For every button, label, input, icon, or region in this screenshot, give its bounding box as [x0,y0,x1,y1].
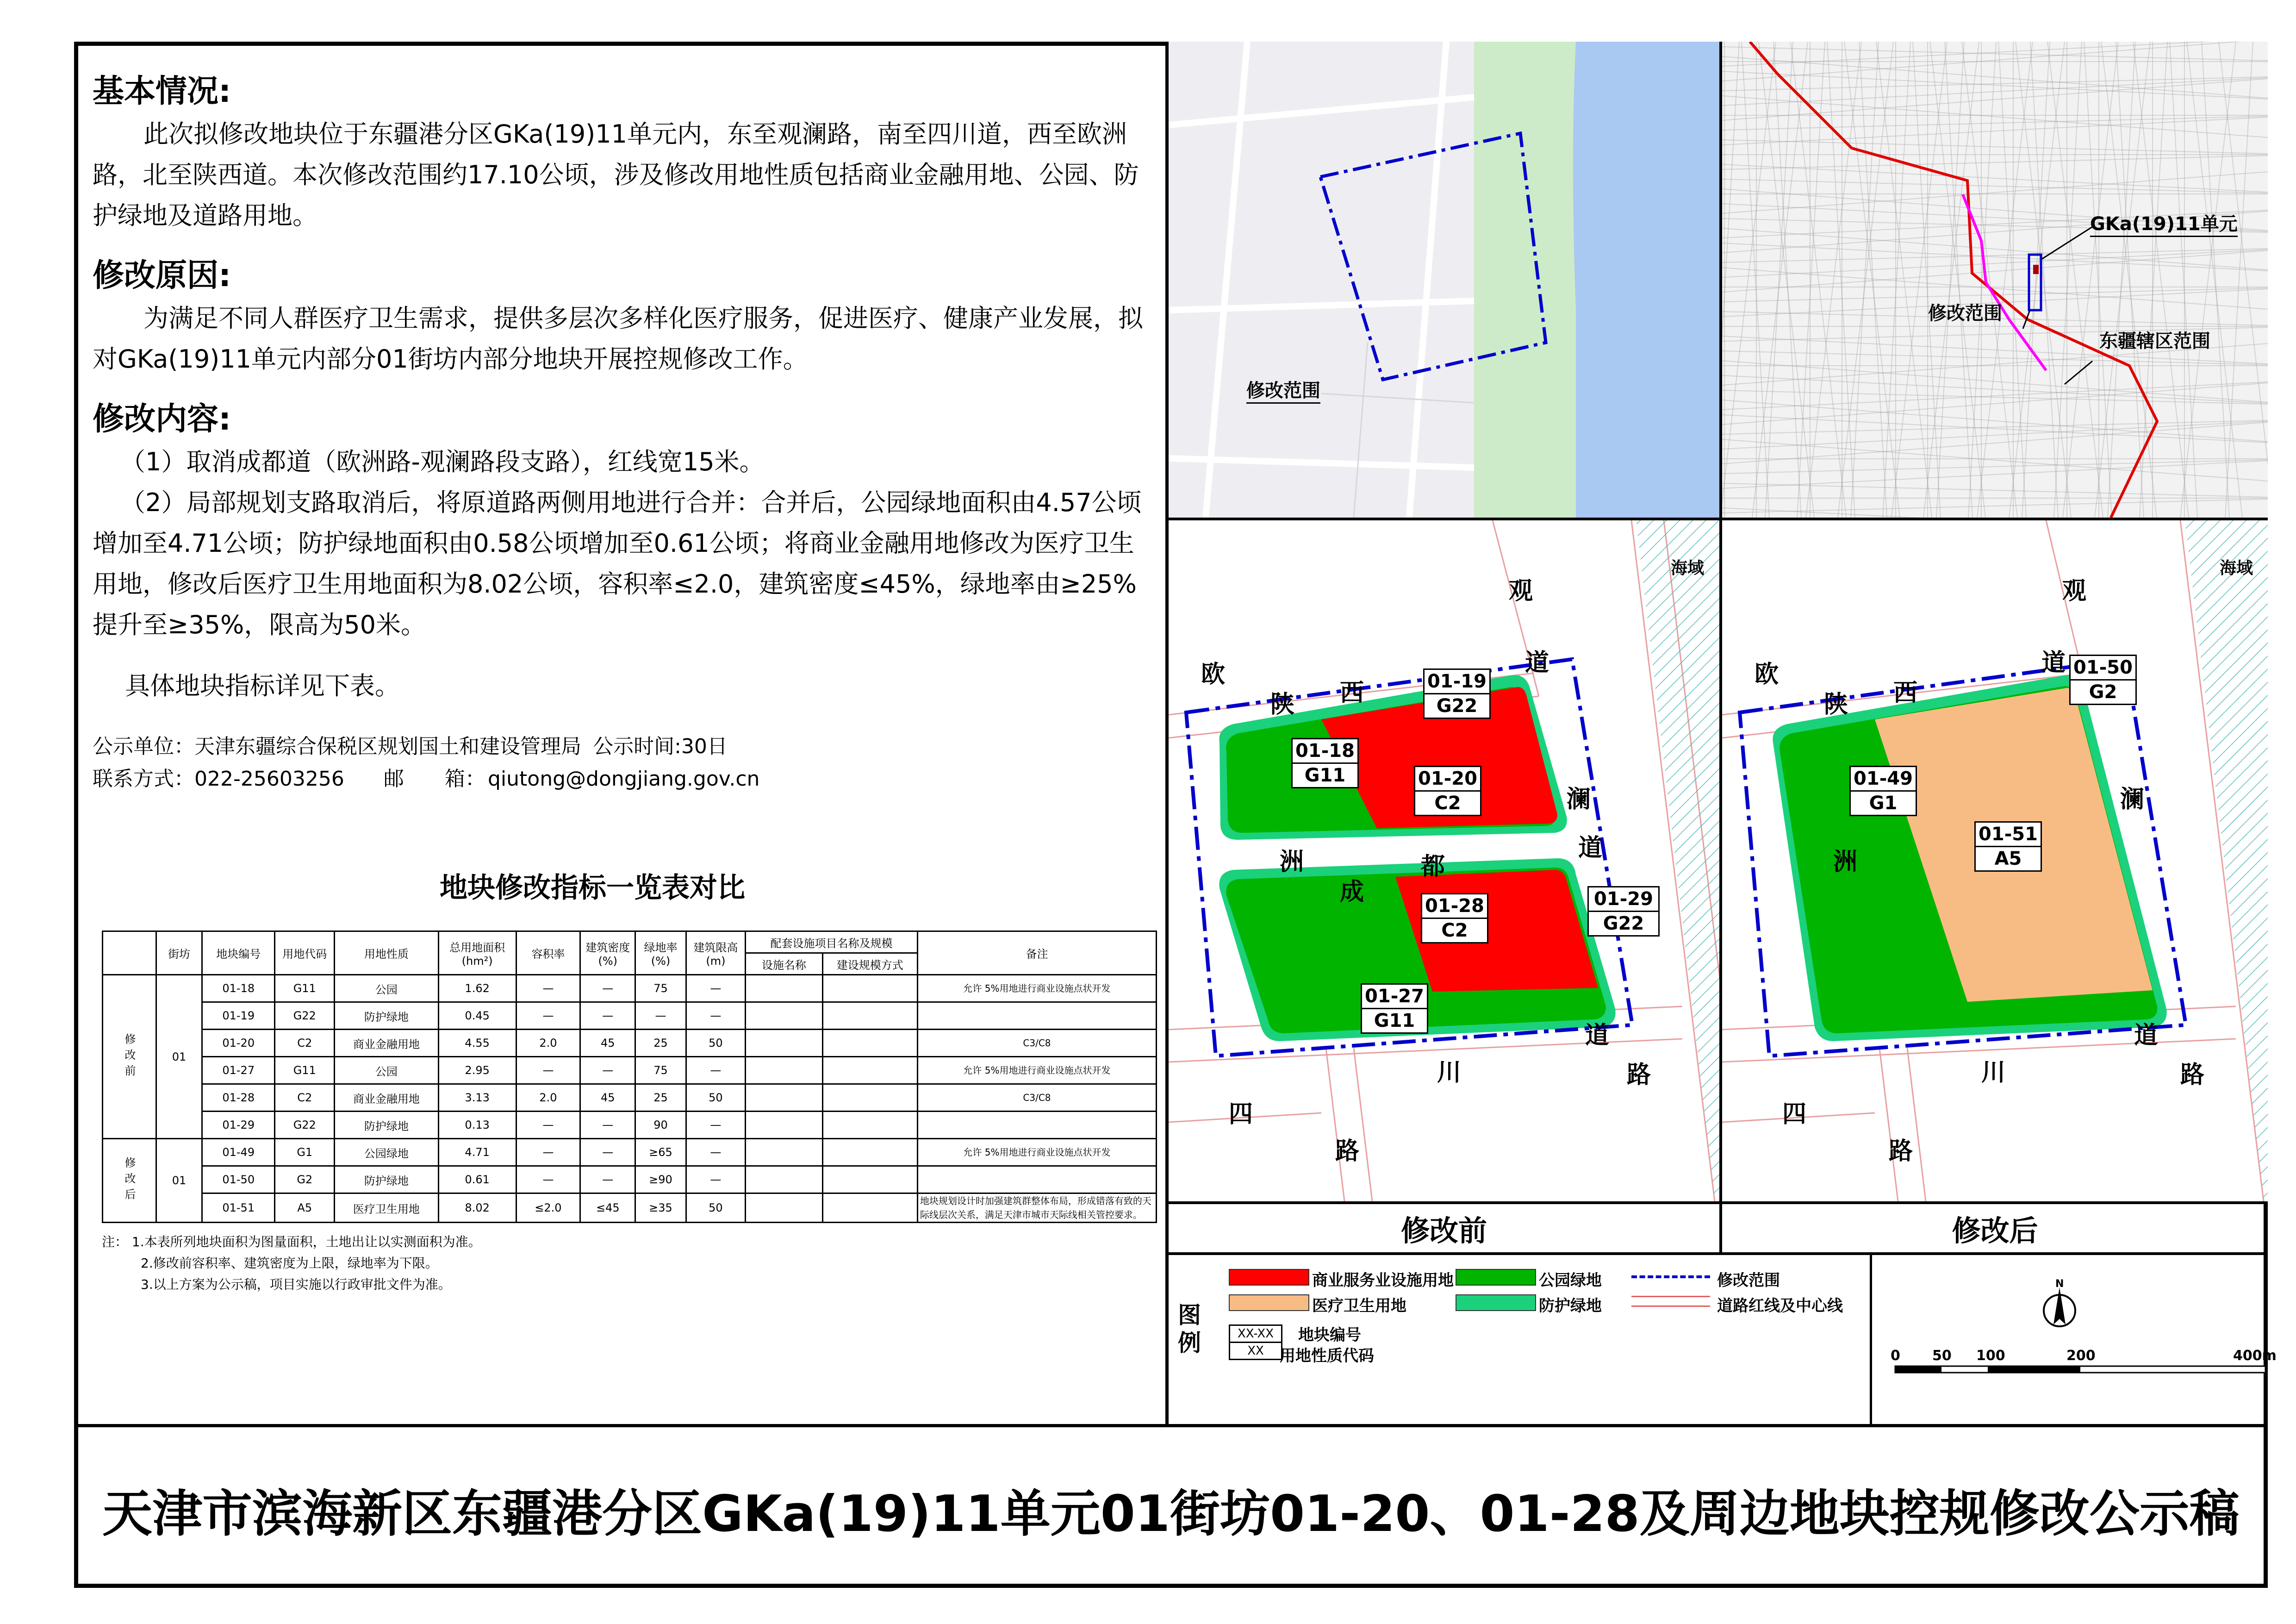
table-row [103,1084,1157,1112]
plot-id: 01-28 [1422,894,1487,919]
legend-protect: 防护绿地 [1539,1297,1602,1315]
plot-code: A5 [1994,848,2022,869]
north-arrow-and-scale [1872,1255,2268,1424]
table-cell: 商业金融用地 [335,1084,439,1112]
legend-sample-id: XX-XX [1230,1326,1281,1343]
table-cell [746,1084,823,1112]
legend-swatch-commercial [1229,1269,1309,1286]
table-cell [746,975,823,1002]
table-cell: — [580,1112,635,1139]
phase-cell: 修改后 [103,1139,156,1223]
plot-box-01-18 [1291,738,1359,788]
th-height: 建筑限高(m) [686,931,745,975]
reason-heading: 修改原因: [93,257,231,294]
road-ou: 欧 [1201,661,1226,688]
table-row [103,975,1157,1002]
th-facility-mode: 建设规模方式 [822,953,917,975]
plot-box-01-29 [1587,886,1660,937]
legend-swatch-scope [1631,1275,1710,1278]
table-cell: 允许 5%用地进行商业设施点状开发 [917,975,1156,1002]
plot-code: G22 [1603,913,1644,934]
road-dao-east: 道 [1578,834,1603,862]
table-cell: ≥90 [635,1166,686,1193]
table-cell: 允许 5%用地进行商业设施点状开发 [917,1139,1156,1166]
indicator-table-wrapper [102,931,1157,1295]
table-cell: 1.62 [438,975,516,1002]
divider-left-right [1165,42,1169,1427]
publisher-unit: 公示单位：天津东疆综合保税区规划国土和建设管理局 [93,735,581,758]
th-phase [103,931,156,975]
table-cell [822,1002,917,1030]
road-guan: 观 [1509,577,1533,605]
table-cell: G22 [275,1002,335,1030]
table-cell [822,1084,917,1112]
legend-swatch-protect [1456,1294,1536,1311]
legend-park: 公园绿地 [1539,1271,1602,1290]
scale-100: 100 [1976,1348,2005,1364]
plot-id: 01-49 [1851,767,1916,792]
table-cell: 医疗卫生用地 [335,1193,439,1223]
table-cell: — [516,1139,580,1166]
table-cell: 50 [686,1084,745,1112]
block-cell: 01 [156,1139,202,1223]
table-cell: — [580,1057,635,1084]
table-cell: 公园 [335,975,439,1002]
north-label: N [2055,1278,2064,1290]
overview-map-svg [1722,42,2268,518]
plot-box-01-28 [1421,893,1488,943]
table-cell: 01-49 [202,1139,275,1166]
table-cell: 防护绿地 [335,1002,439,1030]
location-map [1169,42,1719,518]
publisher-email-label: 邮 箱： [383,767,485,791]
legend-title: 图例 [1178,1302,1201,1356]
table-row [103,1030,1157,1057]
table-cell: — [686,1139,745,1166]
table-row [103,1057,1157,1084]
basic-text: 此次拟修改地块位于东疆港分区GKa(19)11单元内，东至观澜路，南至四川道，西至欧洲路，北至陕西道。本次修改范围约17.10公顷，涉及修改用地性质包括商业金融用地、公园、防护绿地及道路用地。 [93,119,1139,230]
table-row [103,1002,1157,1030]
road-zhou-after: 洲 [1833,848,1858,876]
table-cell: 地块规划设计时加强建筑群整体布局，形成错落有致的天际线层次关系，满足天津市城市天际线相关管控要求。 [917,1193,1156,1223]
table-cell: — [580,1139,635,1166]
table-cell: 8.02 [438,1193,516,1223]
legend-medical: 医疗卫生用地 [1312,1297,1406,1315]
plot-id: 01-18 [1293,739,1357,764]
table-cell [917,1112,1156,1139]
table-row [103,1112,1157,1139]
table-cell: 25 [635,1030,686,1057]
th-far: 容积率 [516,931,580,975]
table-cell: C2 [275,1030,335,1057]
scale-400: 400m [2233,1348,2277,1364]
table-cell: 2.95 [438,1057,516,1084]
before-map [1169,520,1719,1201]
road-guan-after: 观 [2062,577,2087,605]
table-cell: 50 [686,1030,745,1057]
table-cell: G22 [275,1112,335,1139]
table-cell: 01-18 [202,975,275,1002]
table-cell: 防护绿地 [335,1166,439,1193]
table-cell: 75 [635,1057,686,1084]
table-cell: G1 [275,1139,335,1166]
legend [1169,1255,1870,1424]
table-cell [746,1057,823,1084]
road-lu-east: 路 [1627,1061,1651,1089]
plot-code: G2 [2089,681,2117,703]
table-cell: ≤2.0 [516,1193,580,1223]
after-caption: 修改后 [1952,1213,2038,1248]
plot-id: 01-19 [1425,670,1489,694]
road-xi: 西 [1340,679,1364,707]
plot-box-01-49 [1849,766,1917,816]
table-notes [102,1231,1157,1295]
note-1: 注： 1.本表所列地块面积为图量面积，土地出让以实测面积为准。 [102,1234,481,1249]
table-cell: G11 [275,1057,335,1084]
plot-box-01-51 [1974,821,2042,872]
table-cell: 2.0 [516,1084,580,1112]
block-cell: 01 [156,975,202,1139]
table-cell: — [516,975,580,1002]
th-green: 绿地率(%) [635,931,686,975]
publisher-period: 公示时间:30日 [593,735,728,758]
road-shan-after: 陕 [1824,691,1848,718]
table-cell: ≥65 [635,1139,686,1166]
road-shan: 陕 [1270,691,1295,718]
plot-code: G11 [1304,765,1346,786]
divider-title [74,1424,2268,1427]
table-cell: A5 [275,1193,335,1223]
table-cell: — [686,975,745,1002]
table-cell: — [580,1166,635,1193]
table-cell [746,1193,823,1223]
table-cell: 45 [580,1030,635,1057]
table-cell: 90 [635,1112,686,1139]
scale-200: 200 [2066,1348,2096,1364]
road-zhou: 洲 [1280,848,1304,876]
road-lu-east-after: 路 [2180,1061,2205,1089]
table-cell [822,1139,917,1166]
table-row [103,1193,1157,1223]
road-lan-after: 澜 [2120,786,2145,813]
road-dao-south-after: 道 [2134,1022,2159,1049]
content-see-table: 具体地块指标详见下表。 [125,671,400,700]
th-remark: 备注 [917,931,1156,975]
plot-box-01-20 [1414,766,1481,816]
legend-plot-code: 用地性质代码 [1280,1347,1374,1365]
table-cell: — [580,975,635,1002]
table-cell: 防护绿地 [335,1112,439,1139]
table-cell: 商业金融用地 [335,1030,439,1057]
table-cell [822,1193,917,1223]
table-cell: — [686,1166,745,1193]
plot-id: 01-20 [1415,767,1480,792]
indicator-table-body [103,975,1157,1223]
table-cell: 4.55 [438,1030,516,1057]
table-cell: ≥35 [635,1193,686,1223]
plot-code: G1 [1869,793,1898,814]
table-cell: — [686,1112,745,1139]
table-cell [917,1002,1156,1030]
plot-box-01-50 [2069,655,2137,705]
table-title: 地块修改指标一览表对比 [440,872,745,904]
legend-plot-id: 地块编号 [1298,1326,1361,1344]
table-cell [746,1002,823,1030]
road-si-after: 四 [1782,1100,1807,1128]
road-dao-north: 道 [1525,649,1549,677]
overview-district-label: 东疆辖区范围 [2099,331,2210,352]
th-plot-id: 地块编号 [202,931,275,975]
plot-id: 01-50 [2071,656,2135,681]
table-cell: 0.61 [438,1166,516,1193]
th-density: 建筑密度(%) [580,931,635,975]
legend-scope: 修改范围 [1717,1271,1780,1290]
scale-area [1872,1255,2277,1424]
th-land-use: 用地性质 [335,931,439,975]
table-cell: 01-29 [202,1112,275,1139]
table-cell [746,1030,823,1057]
plot-id: 01-29 [1589,887,1658,912]
scale-0: 0 [1891,1348,1900,1364]
legend-road: 道路红线及中心线 [1717,1297,1843,1315]
table-cell: 3.13 [438,1084,516,1112]
before-caption: 修改前 [1400,1213,1487,1248]
th-facility-name: 设施名称 [746,953,823,975]
after-map [1722,520,2268,1201]
table-cell: G2 [275,1166,335,1193]
description-panel [93,69,1157,795]
road-dao-south: 道 [1585,1022,1610,1049]
table-cell [822,1057,917,1084]
th-block: 街坊 [156,931,202,975]
table-cell: — [516,1166,580,1193]
plot-box-01-19 [1423,668,1491,719]
road-xi-after: 西 [1893,679,1918,707]
note-3: 3.以上方案为公示稿，项目实施以行政审批文件为准。 [141,1277,451,1292]
table-cell: 01-50 [202,1166,275,1193]
table-cell: C3/C8 [917,1030,1156,1057]
table-cell: — [580,1002,635,1030]
table-cell: 0.45 [438,1002,516,1030]
publisher-phone: 联系方式：022-25603256 [93,767,344,791]
location-map-svg [1169,42,1719,518]
road-du: 都 [1421,853,1445,881]
road-cheng: 成 [1340,878,1364,906]
table-cell: C3/C8 [917,1084,1156,1112]
table-cell [746,1112,823,1139]
table-cell: 公园 [335,1057,439,1084]
table-cell: 01-27 [202,1057,275,1084]
publisher-email[interactable]: qiutong@dongjiang.gov.cn [488,767,760,791]
road-chuan-after: 川 [1981,1059,2006,1087]
note-2: 2.修改前容积率、建筑密度为上限，绿地率为下限。 [141,1255,438,1271]
plot-id: 01-51 [1976,823,2041,847]
table-cell [746,1166,823,1193]
th-facility: 配套设施项目名称及规模 [746,931,918,953]
plot-id: 01-27 [1362,985,1427,1009]
legend-swatch-medical [1229,1294,1309,1311]
basic-heading: 基本情况: [93,73,231,110]
page-title: 天津市滨海新区东疆港分区GKa(19)11单元01街坊01-20、01-28及周边地块控规修改公示稿 [102,1485,2240,1543]
table-cell: 0.13 [438,1112,516,1139]
table-cell: 45 [580,1084,635,1112]
table-cell: 25 [635,1084,686,1112]
table-cell: 01-19 [202,1002,275,1030]
overview-map [1722,42,2268,518]
table-cell: — [635,1002,686,1030]
plot-code: C2 [1434,793,1461,814]
plot-code: G22 [1436,695,1478,717]
table-cell: ≤45 [580,1193,635,1223]
table-cell: — [516,1002,580,1030]
reason-text: 为满足不同人群医疗卫生需求，提供多层次多样化医疗服务，促进医疗、健康产业发展，拟对GKa(19)11单元内部分01街坊内部分地块开展控规修改工作。 [93,304,1143,374]
content-item1: （1）取消成都道（欧洲路-观澜路段支路），红线宽15米。 [120,447,765,476]
scale-50: 50 [1932,1348,1952,1364]
table-cell: 01-20 [202,1030,275,1057]
table-cell [822,1166,917,1193]
th-land-code: 用地代码 [275,931,335,975]
content-heading: 修改内容: [93,401,231,437]
table-cell: — [686,1002,745,1030]
road-lu-south: 路 [1335,1137,1360,1165]
plot-box-01-27 [1361,983,1428,1034]
road-chuan: 川 [1437,1059,1462,1087]
table-cell [822,975,917,1002]
table-row [103,1166,1157,1193]
sea-label-before: 海域 [1671,559,1705,578]
legend-plot-sample [1229,1324,1282,1360]
plot-code: G11 [1374,1010,1415,1031]
table-cell [917,1166,1156,1193]
table-cell: — [516,1112,580,1139]
table-cell [822,1112,917,1139]
sea-label-after: 海域 [2220,559,2253,578]
location-scope-label: 修改范围 [1246,376,1320,404]
legend-swatch-park [1456,1269,1536,1286]
th-area: 总用地面积(hm²) [438,931,516,975]
plot-code: C2 [1441,920,1468,941]
phase-cell: 修改前 [103,975,156,1139]
indicator-table [102,931,1157,1223]
road-ou-after: 欧 [1755,661,1779,688]
road-si: 四 [1229,1100,1253,1128]
table-cell: C2 [275,1084,335,1112]
table-cell: G11 [275,975,335,1002]
legend-swatch-road [1631,1296,1710,1307]
legend-commercial: 商业服务业设施用地 [1312,1271,1454,1290]
road-dao-north-after: 道 [2041,649,2066,677]
table-cell: 75 [635,975,686,1002]
green-strip [1474,42,1576,518]
table-cell [746,1139,823,1166]
road-lan: 澜 [1567,786,1591,813]
table-cell: — [686,1057,745,1084]
overview-scope-label: 修改范围 [1928,303,2002,324]
road-lu-south-after: 路 [1889,1137,1913,1165]
table-cell: — [516,1057,580,1084]
table-cell: 4.71 [438,1139,516,1166]
table-cell: 50 [686,1193,745,1223]
table-cell: 01-51 [202,1193,275,1223]
overview-unit-label: GKa(19)11单元 [2090,209,2238,237]
table-row [103,1139,1157,1166]
table-cell: 01-28 [202,1084,275,1112]
table-cell: 允许 5%用地进行商业设施点状开发 [917,1057,1156,1084]
table-cell: 公园绿地 [335,1139,439,1166]
table-cell [822,1030,917,1057]
content-item2: （2）局部规划支路取消后，将原道路两侧用地进行合并：合并后，公园绿地面积由4.57公顷增加至4.71公顷；防护绿地面积由0.58公顷增加至0.61公顷；将商业金融用地修改为医疗卫生用地，修改后医疗卫生用地面积为8.02公顷，容积率≤2.0，建筑密度≤45%，绿地率由≥25%提升至≥35%，限高为50米。 [93,488,1142,639]
legend-sample-code: XX [1247,1344,1264,1358]
table-cell: 2.0 [516,1030,580,1057]
